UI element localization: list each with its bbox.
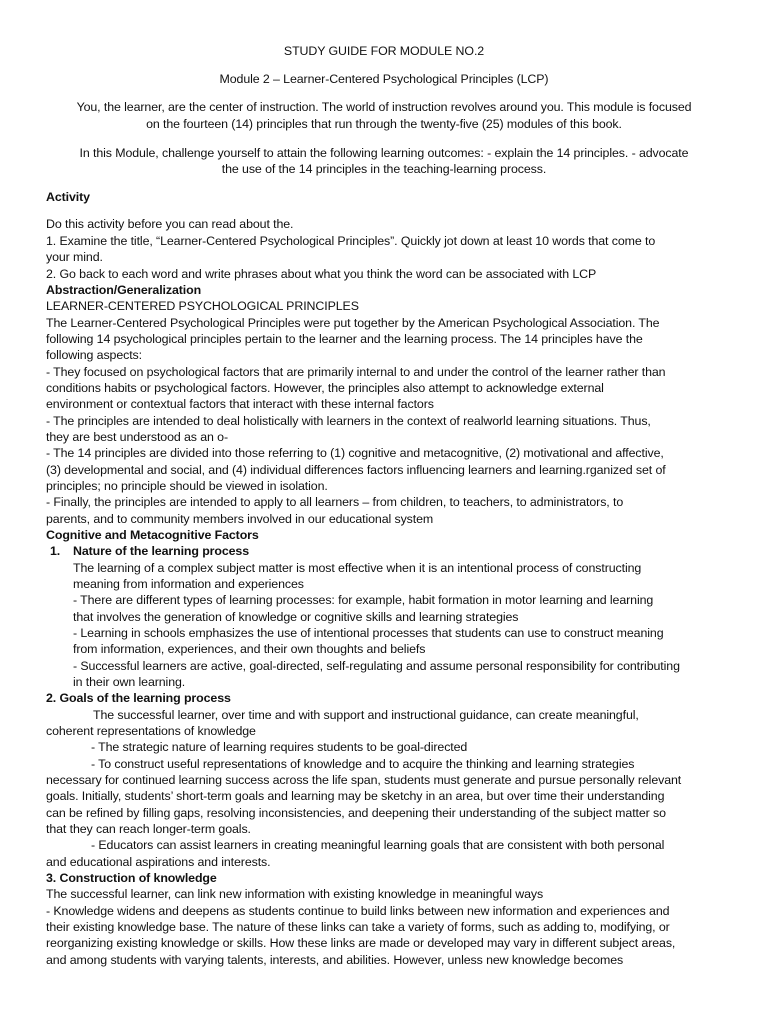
body-line: - The 14 principles are divided into those referring to (1) cognitive and metacognitive, (2) motivational and affective,	[46, 446, 664, 460]
body-line: meaning from information and experiences	[73, 577, 304, 591]
body-line: The successful learner, over time and with support and instructional guidance, can create meaningful,	[93, 708, 639, 722]
section-heading-nature: Nature of the learning process	[73, 544, 250, 558]
study-guide-title: STUDY GUIDE FOR MODULE NO.2	[283, 44, 485, 58]
body-line: that they can reach longer-term goals.	[46, 822, 251, 836]
body-line: can be refined by filling gaps, resolving inconsistencies, and deepening their understanding of the subject matter so	[46, 806, 666, 820]
body-line: environment or contextual factors that interact with these internal factors	[46, 397, 434, 411]
section-heading-construction: 3. Construction of knowledge	[46, 871, 217, 885]
body-line: - Knowledge widens and deepens as students continue to build links between new information and experiences and	[46, 904, 670, 918]
section-heading-goals: 2. Goals of the learning process	[46, 691, 231, 705]
body-line: - Educators can assist learners in creating meaningful learning goals that are consistent with both personal	[91, 838, 665, 852]
body-line: The successful learner, can link new information with existing knowledge in meaningful ways	[46, 887, 544, 901]
body-line: Do this activity before you can read about the.	[46, 217, 294, 231]
intro-line-1: You, the learner, are the center of instruction. The world of instruction revolves around you. This module is focused	[76, 100, 692, 114]
body-line: from information, experiences, and their own thoughts and beliefs	[73, 642, 426, 656]
lcp-heading: LEARNER-CENTERED PSYCHOLOGICAL PRINCIPLES	[46, 299, 359, 313]
body-line: The learning of a complex subject matter is most effective when it is an intentional process of constructing	[73, 561, 642, 575]
outcomes-line-1: In this Module, challenge yourself to attain the following learning outcomes: - explain the 14 principles. - advocate	[79, 146, 689, 160]
body-line: - Finally, the principles are intended to apply to all learners – from children, to teachers, to administrators, to	[46, 495, 624, 509]
body-line: necessary for continued learning success across the life span, students must generate and pursue personally relevant	[46, 773, 682, 787]
body-line: - Learning in schools emphasizes the use of intentional processes that students can use to construct meaning	[73, 626, 664, 640]
body-line: coherent representations of knowledge	[46, 724, 256, 738]
body-line: conditions habits or psychological factors. However, the principles also attempt to acknowledge external	[46, 381, 604, 395]
body-line: their existing knowledge base. The nature of these links can take a variety of forms, such as adding to, modifying, or	[46, 920, 670, 934]
cognitive-factors-heading: Cognitive and Metacognitive Factors	[46, 528, 259, 542]
body-line: (3) developmental and social, and (4) individual differences factors influencing learners and learning.rganized set of	[46, 463, 666, 477]
body-line: in their own learning.	[73, 675, 186, 689]
intro-line-2: on the fourteen (14) principles that run through the twenty-five (25) modules of this book.	[146, 117, 622, 131]
body-line: - The strategic nature of learning requires students to be goal-directed	[91, 740, 468, 754]
body-line: parents, and to community members involved in our educational system	[46, 512, 434, 526]
body-line: goals. Initially, students’ short-term goals and learning may be sketchy in an area, but over time their understanding	[46, 789, 665, 803]
body-line: following aspects:	[46, 348, 143, 362]
body-line: and educational aspirations and interests.	[46, 855, 271, 869]
body-line: - They focused on psychological factors that are primarily internal to and under the control of the learner rather than	[46, 365, 666, 379]
body-line: reorganizing existing knowledge or skills. How these links are made or developed may vary in different subject areas,	[46, 936, 676, 950]
body-line: your mind.	[46, 250, 103, 264]
body-line: - The principles are intended to deal holistically with learners in the context of realworld learning situations. Thus,	[46, 414, 651, 428]
abstraction-heading: Abstraction/Generalization	[46, 283, 202, 297]
list-number-1: 1.	[50, 544, 61, 558]
body-line: - There are different types of learning processes: for example, habit formation in motor learning and learning	[73, 593, 654, 607]
body-line: - To construct useful representations of knowledge and to acquire the thinking and learning strategies	[91, 757, 635, 771]
body-line: 2. Go back to each word and write phrases about what you think the word can be associated with LCP	[46, 267, 597, 281]
body-line: 1. Examine the title, “Learner-Centered Psychological Principles”. Quickly jot down at least 10 words that come to	[46, 234, 656, 248]
body-line: and among students with varying talents, interests, and abilities. However, unless new knowledge becomes	[46, 953, 624, 967]
module-title: Module 2 – Learner-Centered Psychological Principles (LCP)	[219, 72, 549, 86]
body-line: following 14 psychological principles pertain to the learner and the learning process. The 14 principles have the	[46, 332, 643, 346]
body-line: they are best understood as an o-	[46, 430, 228, 444]
body-line: that involves the generation of knowledge or cognitive skills and learning strategies	[73, 610, 519, 624]
body-line: The Learner-Centered Psychological Principles were put together by the American Psychological Association. The	[46, 316, 660, 330]
outcomes-line-2: the use of the 14 principles in the teaching-learning process.	[221, 162, 547, 176]
body-line: - Successful learners are active, goal-directed, self-regulating and assume personal responsibility for contributing	[73, 659, 680, 673]
body-line: principles; no principle should be viewed in isolation.	[46, 479, 328, 493]
activity-heading: Activity	[46, 190, 90, 204]
